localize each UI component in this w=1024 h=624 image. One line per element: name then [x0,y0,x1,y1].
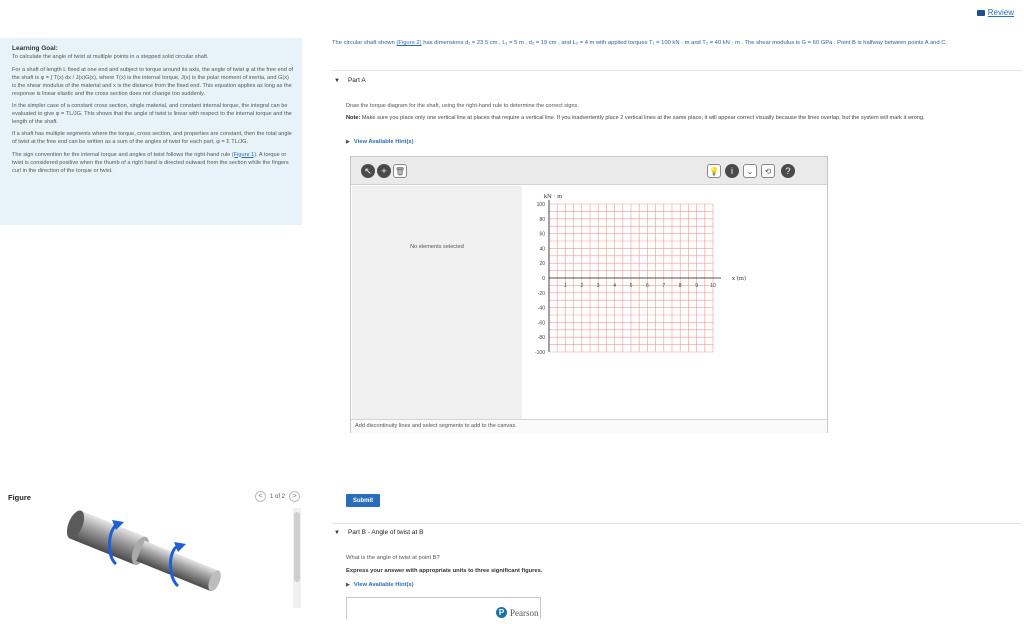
learning-goal-p2: In the simpler case of a constant cross section, single material, and constant internal torque, the integral can be evaluated to give φ = TL/JG. This shows that the angle of twist is linear with respect to the internal torque and the length of the shaft. [12,102,292,126]
figure-title: Figure [8,493,31,502]
learning-goal-p4-b: . A torque or twist is considered positive when the thumb of a right hand is directed outward from the section while the fingers curl in the direction of the torque or twist. [12,151,289,174]
y-tick-label: -100 [534,350,545,356]
divider [332,523,1022,524]
problem-text-a: The circular shaft shown [332,40,395,46]
hint-expand-icon: ▶ [346,582,350,588]
y-tick-label: -80 [537,335,545,342]
note-text: Make sure you place only one vertical line at places that require a vertical line. If you inadvertently place 2 vertical lines at the same place, it will appear correct visually because the lines overlap, but the system will mark it wrong. [361,115,925,121]
part-a-note [346,115,1016,123]
drawing-toolbar [351,157,827,185]
learning-goal-intro: To calculate the angle of twist at multiple points in a stepped solid circular shaft. [12,54,209,61]
pearson-brand [496,607,539,618]
delete-tool-icon[interactable]: 🗑 [393,164,407,178]
pearson-label: Pearson [510,607,539,618]
learning-goal-p3: If a shaft has multiple segments where the torque, cross section, and properties are constant, then the total angle of twist at the free end can be written as a sum of the angles of twist for each part, φ = Σ TL/JG. [12,131,292,146]
x-tick-label: 4 [613,283,616,289]
figure-image [0,508,302,619]
x-tick-label: 9 [695,283,698,289]
part-a-hint-link[interactable] [346,139,414,145]
figure-page-indicator: 1 of 2 [270,493,286,500]
canvas-footer-message: Add discontinuity lines and select segments to add to the canvas. [351,419,827,433]
learning-goal-p4-a: The sign convention for the internal torque and angles of twist follows the right-hand rule [12,151,231,158]
element-properties-panel [352,186,522,419]
problem-text-b: has dimensions d₁ = 23.5 cm , L₁ = 5 m , d₂ = 19 cm , and L₂ = 4 m with applied torques T₁ = 100 kN · m and T₂ = 40 kN · m . The shear modulus is G = 60 GPa . Point B is halfway between points A and C. [423,40,948,46]
y-tick-label: 40 [539,246,545,253]
x-axis-label: x (m) [731,276,747,282]
reset-icon[interactable]: ⟲ [761,164,775,178]
x-tick-label: 8 [678,283,682,289]
part-b-hint-link[interactable] [346,582,414,588]
figure-scrollbar[interactable] [293,508,301,608]
y-tick-label: 100 [536,202,545,208]
y-tick-label: -20 [537,290,545,297]
x-tick-label: 7 [662,283,666,289]
part-b-question: What is the angle of twist at point B? [346,555,440,561]
no-selection-message: No elements selected [410,244,464,250]
figure-2-link[interactable]: (Figure 2) [396,40,422,46]
figure-next-button[interactable]: > [289,491,300,502]
review-label: Review [987,8,1014,17]
collapse-icon: ▼ [334,77,340,84]
part-a-header[interactable] [334,77,366,84]
learning-goal-title: Learning Goal: [12,45,58,52]
figure-scroll-thumb[interactable] [294,512,300,582]
y-tick-label: 0 [542,276,545,282]
part-b-instruction: Express your answer with appropriate units to three significant figures. [346,568,543,574]
shaft-illustration [0,508,290,619]
hint-bulb-icon[interactable]: 💡 [707,164,721,178]
part-b-label: Part B - Angle of twist at B [347,529,424,536]
y-tick-label: -40 [537,305,545,312]
hint-expand-icon: ▶ [346,139,350,145]
x-tick-label: 1 [564,283,567,289]
pearson-logo-icon: P [496,607,507,618]
torque-diagram-canvas[interactable] [523,186,828,419]
help-icon[interactable]: ? [781,164,795,178]
part-b-header[interactable] [334,529,423,536]
learning-goal-panel [0,38,302,225]
review-link[interactable] [977,8,1014,17]
info-icon[interactable]: i [725,164,739,178]
part-a-label: Part A [347,77,366,84]
divider [332,70,1022,71]
collapse-icon: ▼ [334,529,340,536]
submit-button[interactable]: Submit [346,494,380,507]
learning-goal-p1: For a shaft of length L fixed at one end and subject to torque around its axis, the angle of twist φ at the free end of the shaft is φ = ∫ T(x) dx / J(x)G(x), where T(x) is the internal torque, J(x) is the polar moment of inertia, and G(x) is the shear modulus of the material and x is the distance from the fixed end. This equation applies as long as the response is linear elastic and the cross section does not change too suddenly. [12,66,294,97]
part-a-hint-label: View Available Hint(s) [353,139,414,145]
part-a-instruction: Draw the torque diagram for the shaft, using the right-hand rule to determine the correct signs. [346,103,579,109]
x-tick-label: 10 [710,283,716,289]
torque-diagram-tool [350,156,828,433]
move-tool-icon[interactable]: ↖ [361,164,375,178]
figure-pager [255,491,300,502]
y-tick-label: 80 [539,216,545,223]
problem-statement [332,39,1016,47]
y-tick-label: 60 [539,231,545,238]
note-label: Note: [346,115,361,121]
y-axis-label: kN · m [543,194,563,200]
figure-prev-button[interactable]: < [255,491,266,502]
part-b-hint-label: View Available Hint(s) [353,582,414,588]
x-tick-label: 6 [646,283,649,289]
review-icon [977,10,985,16]
x-tick-label: 2 [580,283,584,289]
chevron-down-icon[interactable]: ⌄ [743,164,757,178]
x-tick-label: 5 [629,283,633,289]
y-tick-label: -60 [537,320,545,327]
learning-goal-p4 [12,151,294,175]
figure-1-link[interactable]: (Figure 1) [231,151,257,158]
y-tick-label: 20 [539,261,545,268]
x-tick-label: 3 [596,283,600,289]
add-tool-icon[interactable]: + [377,164,391,178]
